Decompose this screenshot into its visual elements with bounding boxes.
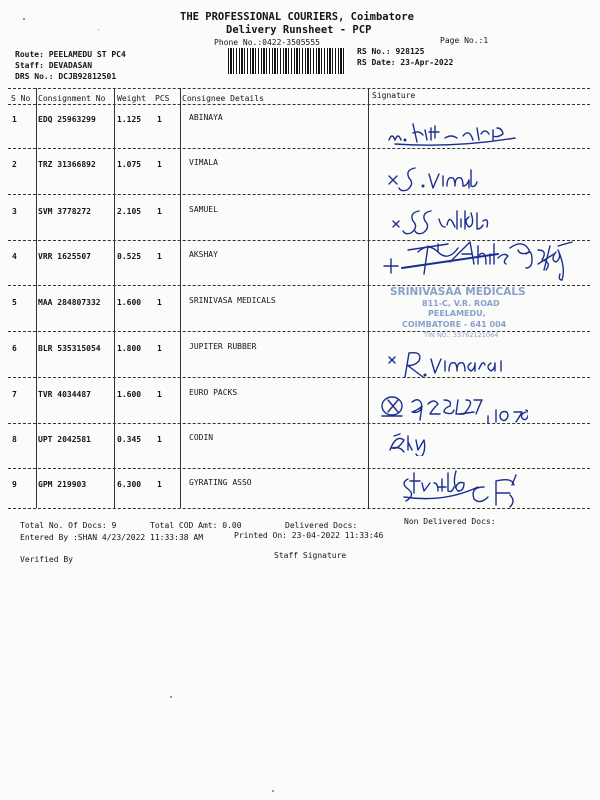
row-consignee: SRINIVASA MEDICALS [189,296,276,305]
row-weight: 1.075 [117,160,142,169]
row-consignee: SAMUEL [189,205,218,214]
row-consignment: SVM 3778272 [38,207,91,216]
signature-row-6 [385,347,515,381]
row-weight: 1.125 [117,115,142,124]
table-header-rule [8,104,590,105]
rs-date: RS Date: 23-Apr-2022 [357,58,454,67]
rs-number: RS No.: 928125 [357,47,425,56]
row-weight: 2.105 [117,207,142,216]
signature-row-2 [385,162,495,192]
printed-on: Printed On: 23-04-2022 11:33:46 [234,531,384,540]
stamp-tin: TIN NO.: 33762121064 [424,331,499,339]
stamp-name: SRINIVASAA MEDICALS [390,286,526,298]
shop-stamp [378,282,556,344]
row-sno: 7 [12,390,17,399]
signature-row-4 [378,238,578,282]
row-consignee: VIMALA [189,158,218,167]
scan-speck [98,29,99,30]
page-number: Page No.:1 [440,36,489,45]
signature-row-8 [386,430,446,456]
row-consignment: EDQ 25963299 [38,115,96,124]
col-header-pcs: PCS [155,94,170,103]
stamp-city: COIMBATORE - 641 004 [402,320,507,329]
row-pcs: 1 [157,207,162,216]
row-pcs: 1 [157,390,162,399]
row-weight: 1.800 [117,344,142,353]
signature-row-9 [398,465,528,509]
document-title: Delivery Runsheet - PCP [226,24,372,36]
row-sno: 5 [12,298,17,307]
row-consignment: VRR 1625507 [38,252,91,261]
scan-speck [170,696,172,698]
total-docs: Total No. Of Docs: 9 [20,521,117,530]
row-consignment: TVR 4034487 [38,390,91,399]
scan-speck [272,790,274,792]
row-pcs: 1 [157,435,162,444]
row-sno: 9 [12,480,17,489]
row-weight: 6.300 [117,480,142,489]
staff-name: Staff: DEVADASAN [15,61,93,70]
staff-signature-label: Staff Signature [274,551,347,560]
phone-number: Phone No.:0422-3505555 [214,38,320,47]
row-pcs: 1 [157,480,162,489]
total-cod-amount: Total COD Amt: 0.00 [150,521,242,530]
verified-by: Verified By [20,555,73,564]
row-sno: 6 [12,344,17,353]
barcode [228,48,346,74]
delivered-docs: Delivered Docs: [285,521,358,530]
row-consignee: ABINAYA [189,113,223,122]
signature-row-7 [378,390,528,424]
row-weight: 1.600 [117,298,142,307]
row-pcs: 1 [157,298,162,307]
row-rule [8,194,590,195]
stamp-address-line-2: PEELAMEDU, [428,309,486,318]
col-header-consignee: Consignee Details [182,94,264,103]
col-divider-pcs [180,88,181,508]
row-pcs: 1 [157,252,162,261]
row-consignment: UPT 2042581 [38,435,91,444]
col-divider-sno [36,88,37,508]
route: Route: PEELAMEDU ST PC4 [15,50,126,59]
row-pcs: 1 [157,344,162,353]
row-consignment: BLR 535315054 [38,344,101,353]
company-name: THE PROFESSIONAL COURIERS, Coimbatore [180,11,414,23]
col-header-weight: Weight [117,94,146,103]
row-sno: 3 [12,207,17,216]
signature-row-1 [385,118,535,150]
row-sno: 2 [12,160,17,169]
row-sno: 8 [12,435,17,444]
row-weight: 0.525 [117,252,142,261]
row-weight: 1.600 [117,390,142,399]
scan-speck [23,18,25,20]
col-divider-consignment [114,88,115,508]
stamp-address-line-1: 811-C, V.R. ROAD [422,299,500,308]
row-weight: 0.345 [117,435,142,444]
col-header-consignment: Consignment No [38,94,106,103]
col-header-sno: S No [11,94,31,103]
col-divider-consignee [368,88,369,508]
col-header-signature: Signature [372,91,416,100]
row-consignee: GYRATING ASSO [189,478,252,487]
row-consignee: JUPITER RUBBER [189,342,257,351]
entered-by: Entered By :SHAN 4/23/2022 11:33:38 AM [20,533,204,542]
row-sno: 4 [12,252,17,261]
row-consignee: AKSHAY [189,250,218,259]
row-pcs: 1 [157,160,162,169]
row-consignment: TRZ 31366892 [38,160,96,169]
row-consignee: CODIN [189,433,214,442]
row-sno: 1 [12,115,17,124]
row-consignee: EURO PACKS [189,388,238,397]
row-consignment: GPM 219903 [38,480,87,489]
non-delivered-docs: Non Delivered Docs: [404,517,496,526]
signature-row-3 [385,205,505,237]
row-consignment: MAA 284807332 [38,298,101,307]
row-pcs: 1 [157,115,162,124]
drs-number: DRS No.: DCJB92812501 [15,72,117,81]
table-top-rule [8,88,590,89]
